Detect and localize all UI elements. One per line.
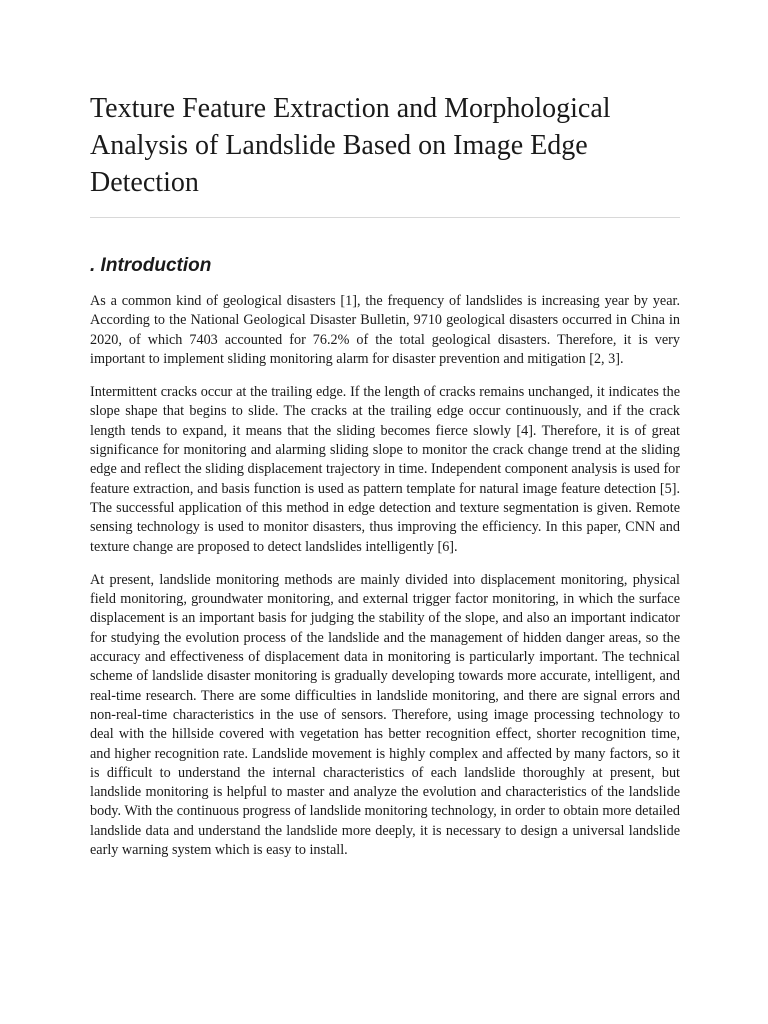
- document-page: [90, 90, 680, 860]
- title-divider: [90, 217, 680, 218]
- paragraph: As a common kind of geological disasters [1], the frequency of landslides is increasing year by year. According to the National Geological Disaster Bulletin, 9710 geological disasters occurred in China in 2020, of which 7403 accounted for 76.2% of the total geological disasters. Therefore, it is very important to implement sliding monitoring alarm for disaster prevention and mitigation [2, 3].: [90, 293, 680, 367]
- paragraph: At present, landslide monitoring methods are mainly divided into displacement monitoring, physical field monitoring, groundwater monitoring, and external trigger factor monitoring, in which the surface displacement is an important basis for judging the stability of the slope, and also an important indicator for studying the evolution process of the landslide and the management of hidden danger areas, so the accuracy and effectiveness of displacement data in monitoring is particularly important. The technical scheme of landslide disaster monitoring is gradually developing towards more accurate, intelligent, and real-time research. There are some difficulties in landslide monitoring, and there are signal errors and non-real-time characteristics in the use of sensors. Therefore, using image processing technology to deal with the hillside covered with vegetation has better recognition effect, shorter recognition time, and higher recognition rate. Landslide movement is highly complex and affected by many factors, so it is difficult to understand the internal characteristics of each landslide thoroughly at present, but landslide monitoring is helpful to master and analyze the evolution and characteristics of the landslide body. With the continuous progress of landslide monitoring technology, in order to obtain more detailed landslide data and understand the landslide more deeply, it is necessary to design a universal landslide early warning system which is easy to install.: [90, 571, 680, 859]
- paragraph: Intermittent cracks occur at the trailing edge. If the length of cracks remains unchanged, it indicates the slope shape that begins to slide. The cracks at the trailing edge occur continuously, and if the crack length tends to expand, it means that the sliding becomes fierce slowly [4]. Therefore, it is of great significance for monitoring and alarming sliding slope to monitor the crack change trend at the sliding edge and reflect the sliding displacement trajectory in time. Independent component analysis is used for feature extraction, and basis function is used as pattern template for natural image feature detection [5]. The successful application of this method in edge detection and texture segmentation is given. Remote sensing technology is used to monitor disasters, thus improving the efficiency. In this paper, CNN and texture change are proposed to detect landslides intelligently [6].: [90, 384, 680, 555]
- paper-title: Texture Feature Extraction and Morphological Analysis of Landslide Based on Image Edge Detection: [90, 93, 611, 198]
- section-heading-introduction: . Introduction: [90, 255, 212, 276]
